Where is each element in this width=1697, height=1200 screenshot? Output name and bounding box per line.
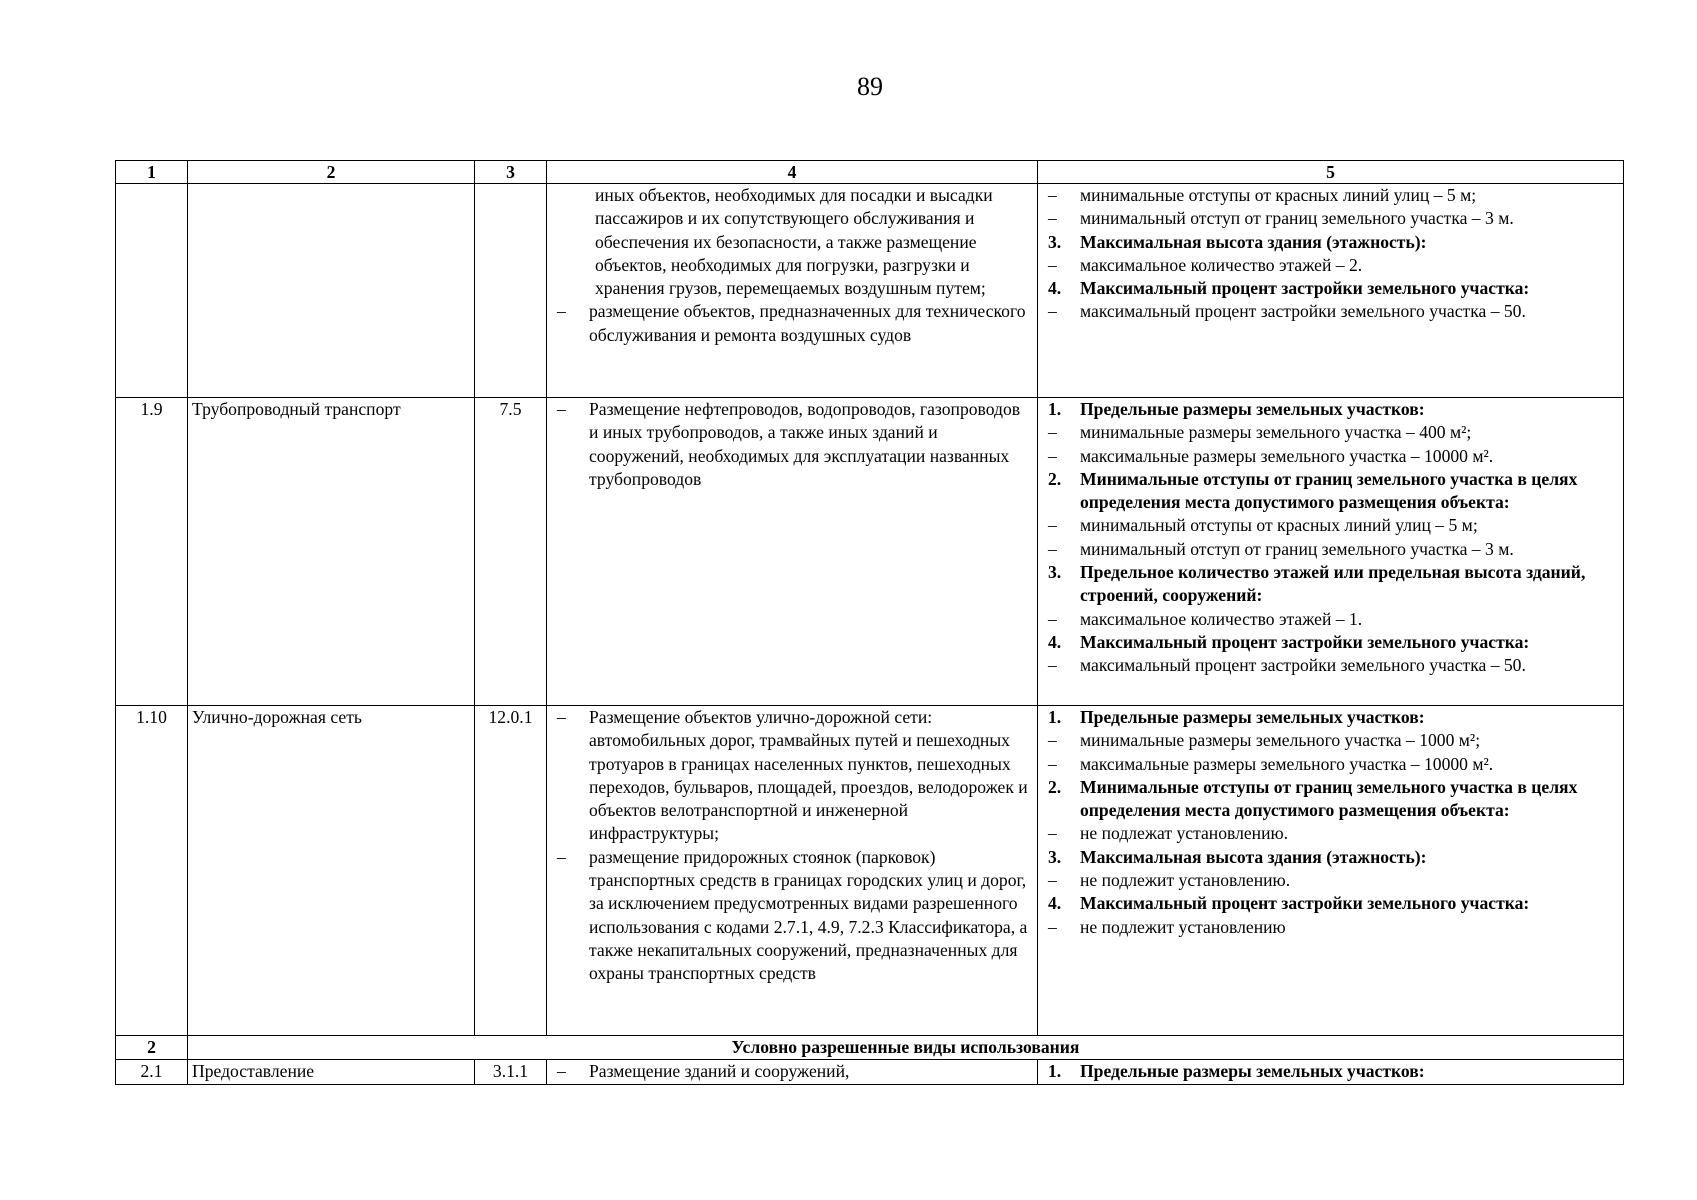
regulations-table	[115, 160, 1624, 1085]
dash-marker: –	[557, 399, 566, 419]
parameter-text: не подлежат установлению.	[1080, 823, 1289, 844]
list-marker: 1.	[1048, 399, 1062, 419]
parameter-heading: Предельные размеры земельных участков:	[1080, 399, 1425, 419]
header-cell: 4	[547, 161, 1038, 184]
list-marker: –	[1048, 538, 1057, 559]
parameter-heading: Максимальный процент застройки земельного участка:	[1080, 278, 1530, 299]
parameter-text: максимальное количество этажей – 1.	[1080, 608, 1363, 629]
parameters-cell	[1038, 1060, 1624, 1084]
use-type-code: 12.0.1	[475, 706, 547, 1036]
description-text: Размещение зданий и сооружений,	[589, 1061, 850, 1082]
header-cell: 1	[116, 161, 188, 184]
list-marker: –	[1048, 608, 1057, 629]
parameter-text: максимальный процент застройки земельного участка – 50.	[1080, 301, 1526, 322]
list-marker: –	[1048, 254, 1057, 275]
use-type-name: Улично-дорожная сеть	[188, 706, 475, 1036]
use-type-name: Трубопроводный транспорт	[188, 398, 475, 706]
parameters-cell	[1038, 706, 1624, 1036]
parameter-heading: Максимальный процент застройки земельного участка:	[1080, 631, 1530, 652]
row-number: 1.10	[116, 706, 188, 1036]
list-marker: –	[1048, 445, 1057, 466]
use-type-name	[188, 184, 475, 398]
list-marker: –	[1048, 185, 1057, 205]
description-cell	[547, 1060, 1038, 1084]
list-marker: 4.	[1048, 631, 1062, 652]
description-text: размещение придорожных стоянок (парковок) транспортных средств в границах городских улиц и дорог, за исключением предусмотренных видами разрешенного использования с кодами 2.7.1, 4.9, 7.2.3 Классификатора, а также некапитальных сооружений, предназначенных для охраны транспортных средств	[589, 846, 1028, 984]
list-item	[551, 300, 1033, 347]
parameter-heading: Максимальная высота здания (этажность):	[1080, 231, 1427, 252]
description-cell	[547, 184, 1038, 398]
dash-marker: –	[557, 1061, 566, 1082]
parameter-text: максимальные размеры земельного участка – 10000 м².	[1080, 445, 1494, 466]
list-marker: 2.	[1048, 776, 1062, 797]
description-cell	[547, 398, 1038, 706]
description-text: Размещение объектов улично-дорожной сети: автомобильных дорог, трамвайных путей и пешеходных тротуаров в границах населенных пунктов, пешеходных переходов, бульваров, площадей, проездов, велодорожек и объектов велотранспортной и инженерной инфраструктуры;	[589, 707, 1028, 844]
parameter-text: максимальные размеры земельного участка – 10000 м².	[1080, 753, 1494, 774]
list-marker: 1.	[1048, 1061, 1062, 1082]
use-type-code	[475, 184, 547, 398]
dash-marker: –	[557, 707, 566, 727]
dash-marker: –	[557, 846, 566, 867]
dash-marker: –	[557, 301, 566, 322]
description-text: Размещение нефтепроводов, водопроводов, газопроводов и иных трубопроводов, а также иных зданий и сооружений, необходимых для эксплуатации названных трубопроводов	[589, 399, 1021, 489]
page-number: 89	[857, 72, 883, 101]
parameter-heading: Максимальный процент застройки земельного участка:	[1080, 893, 1530, 914]
row-number	[116, 184, 188, 398]
parameter-heading: Предельное количество этажей или предельная высота зданий, строений, сооружений:	[1080, 562, 1586, 606]
parameter-text: минимальный отступы от красных линий улиц – 5 м;	[1080, 515, 1478, 536]
parameter-text: минимальный отступ от границ земельного участка – 3 м.	[1080, 208, 1514, 229]
list-item	[551, 1060, 1033, 1083]
row-number: 1.9	[116, 398, 188, 706]
list-marker: –	[1048, 916, 1057, 937]
parameters-cell	[1038, 184, 1624, 398]
list-item	[551, 398, 1033, 491]
list-marker: –	[1048, 301, 1057, 322]
list-marker: –	[1048, 208, 1057, 229]
parameter-text: минимальные размеры земельного участка – 1000 м²;	[1080, 730, 1481, 751]
list-marker: –	[1048, 515, 1057, 536]
list-marker: –	[1048, 655, 1057, 676]
list-marker: –	[1048, 823, 1057, 844]
parameter-heading: Предельные размеры земельных участков:	[1080, 707, 1425, 727]
list-marker: 4.	[1048, 893, 1062, 914]
description-cell	[547, 706, 1038, 1036]
header-cell: 3	[475, 161, 547, 184]
description-text: иных объектов, необходимых для посадки и высадки пассажиров и их сопутствующего обслуживания и обеспечения их безопасности, а также размещение объектов, необходимых для погрузки, разгрузки и хранения грузов, перемещаемых воздушным путем;	[595, 185, 993, 299]
list-marker: 3.	[1048, 846, 1062, 867]
parameter-text: не подлежит установлению	[1080, 916, 1286, 937]
list-marker: 4.	[1048, 278, 1062, 299]
parameter-heading: Минимальные отступы от границ земельного участка в целях определения места допустимого размещения объекта:	[1080, 776, 1578, 821]
table-row	[116, 184, 1624, 398]
description-text: размещение объектов, предназначенных для технического обслуживания и ремонта воздушных судов	[589, 301, 1026, 345]
use-type-code: 7.5	[475, 398, 547, 706]
use-type-code: 3.1.1	[475, 1060, 547, 1084]
list-marker: –	[1048, 422, 1057, 443]
group-header-row	[116, 1036, 1624, 1060]
parameters-cell	[1038, 398, 1624, 706]
group-title: Условно разрешенные виды использования	[188, 1036, 1624, 1060]
parameter-heading: Минимальные отступы от границ земельного участка в целях определения места допустимого размещения объекта:	[1080, 468, 1578, 513]
header-cell: 5	[1038, 161, 1624, 184]
table-row	[116, 398, 1624, 706]
parameter-text: максимальное количество этажей – 2.	[1080, 254, 1363, 275]
list-item	[551, 706, 1033, 846]
list-marker: –	[1048, 753, 1057, 774]
parameter-text: минимальный отступ от границ земельного участка – 3 м.	[1080, 538, 1514, 559]
parameter-text: не подлежит установлению.	[1080, 870, 1291, 891]
list-marker: 3.	[1048, 231, 1062, 252]
parameter-text: минимальные отступы от красных линий улиц – 5 м;	[1080, 185, 1477, 205]
table-header-row	[116, 161, 1624, 184]
row-number: 2.1	[116, 1060, 188, 1084]
list-marker: –	[1048, 730, 1057, 751]
parameter-heading: Предельные размеры земельных участков:	[1080, 1061, 1425, 1082]
list-marker: –	[1048, 870, 1057, 891]
use-type-name: Предоставление	[188, 1060, 475, 1084]
list-marker: 2.	[1048, 468, 1062, 489]
group-number: 2	[116, 1036, 188, 1060]
table-row	[116, 1060, 1624, 1084]
header-cell: 2	[188, 161, 475, 184]
parameter-text: максимальный процент застройки земельного участка – 50.	[1080, 655, 1526, 676]
list-item	[551, 846, 1033, 986]
table-row	[116, 706, 1624, 1036]
parameter-heading: Максимальная высота здания (этажность):	[1080, 846, 1427, 867]
parameter-text: минимальные размеры земельного участка – 400 м²;	[1080, 422, 1472, 443]
list-marker: 3.	[1048, 562, 1062, 583]
list-marker: 1.	[1048, 707, 1062, 727]
